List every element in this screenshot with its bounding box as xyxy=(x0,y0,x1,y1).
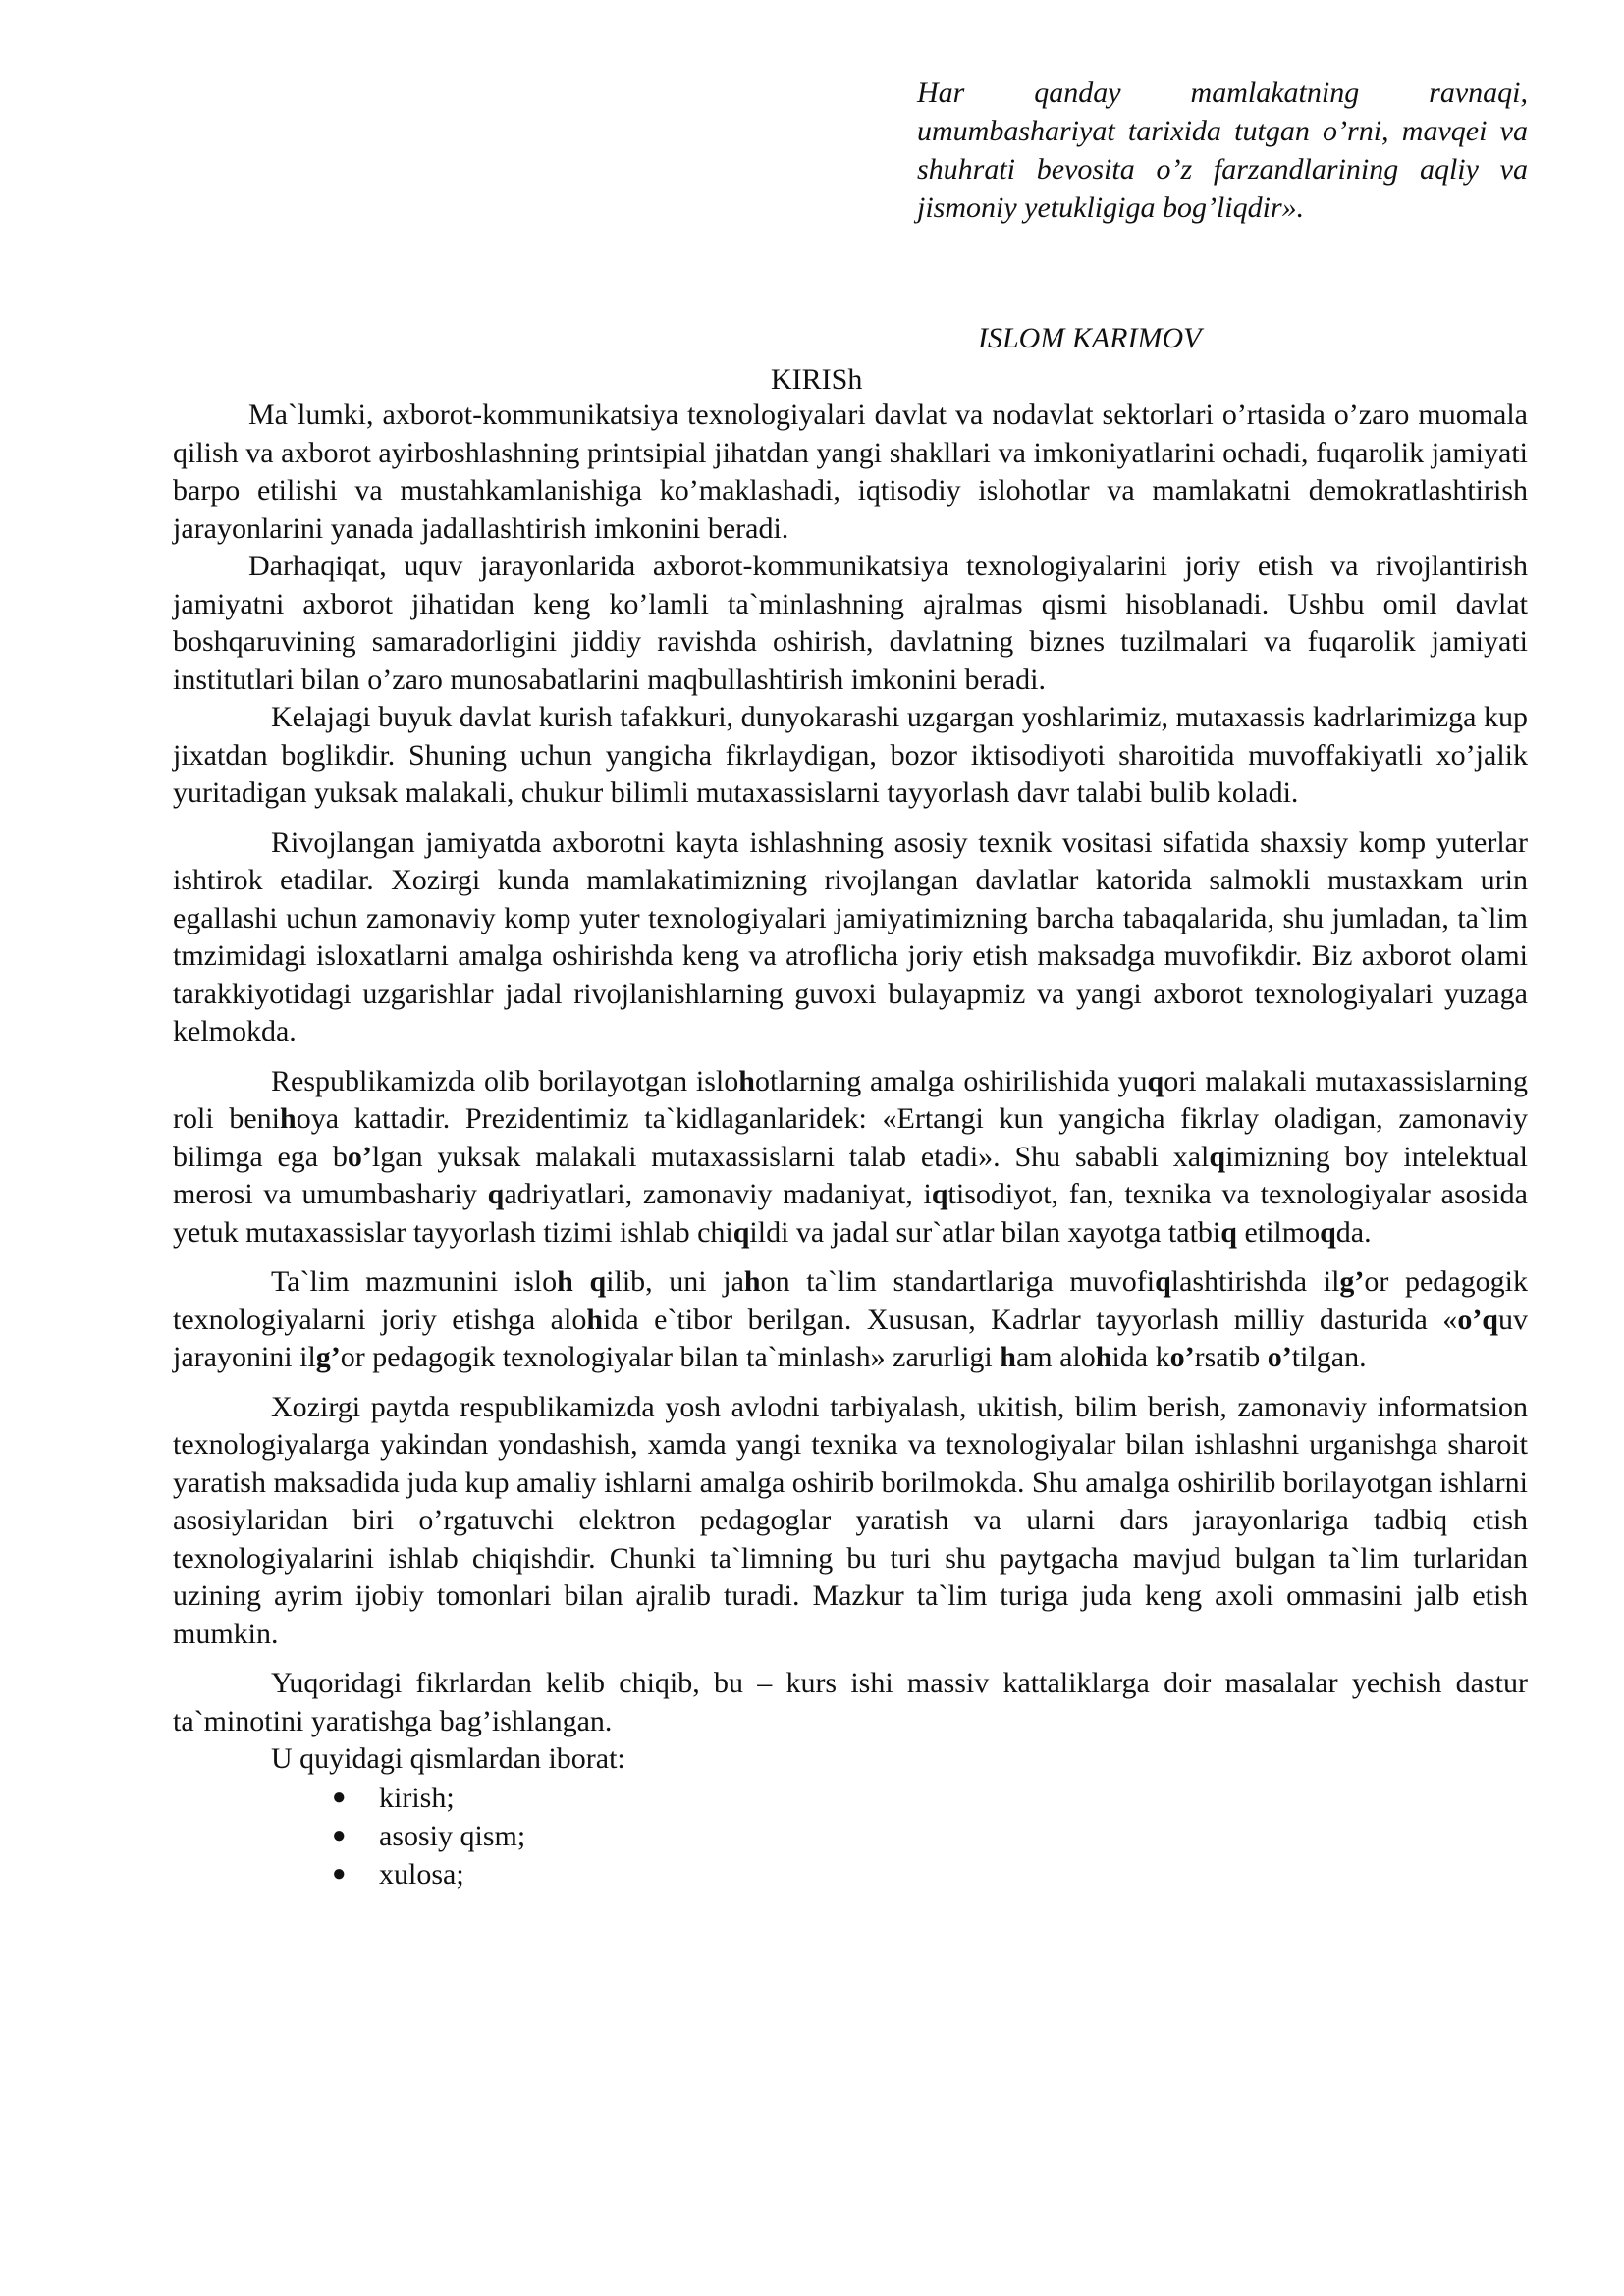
text-fragment: ilib, uni ja xyxy=(606,1265,744,1298)
text-fragment: on ta`lim standartlariga muvofi xyxy=(760,1265,1156,1298)
text-fragment: ida k xyxy=(1111,1341,1170,1373)
list-item xyxy=(332,1779,1528,1817)
bullet-icon: ● xyxy=(332,1784,347,1810)
paragraph-6 xyxy=(173,1263,1528,1377)
bold-fragment: h xyxy=(586,1303,604,1336)
bold-fragment: h xyxy=(743,1265,761,1298)
text-fragment: oya kattadir. Prezidentimiz ta`kidlaganlaridek: «Ertangi kun yangicha fikrlay oladigan, zamonaviy bilimga ega b xyxy=(173,1102,1529,1173)
bullet-icon: ● xyxy=(332,1822,347,1848)
paragraph-1: Ma`lumki, axborot-kommunikatsiya texnologiyalari davlat va nodavlat sektorlari o’rtasida o’zaro muomala qilish va axborot ayirboshlashning printsipial jihatdan yangi shakllari va imkoniyatlarini ochadi, fuqarolik jamiyati barpo etilishi va mustahkamlanishiga ko’maklashadi, iqtisodiy islohotlar va mamlakatni demokratlashtirish jarayonlarini yanada jadallashtirish imkonini beradi. xyxy=(173,399,1528,545)
text-fragment: da. xyxy=(1335,1215,1372,1249)
bullet-icon: ● xyxy=(332,1860,347,1887)
text-fragment: am alo xyxy=(1015,1341,1096,1373)
text-fragment: rsatib xyxy=(1194,1341,1268,1373)
bold-fragment: g’ xyxy=(1339,1265,1365,1298)
list-item xyxy=(332,1855,1528,1894)
text-fragment: adriyatlari, zamonaviy madaniyat, i xyxy=(504,1178,932,1210)
paragraph-5 xyxy=(173,1063,1528,1253)
bold-fragment: q xyxy=(1147,1064,1164,1097)
text-fragment: Respublikamizda olib borilayotgan islo xyxy=(271,1064,739,1097)
text-fragment: uv jarayonini il xyxy=(173,1303,1528,1373)
bold-fragment: o’ xyxy=(1267,1341,1292,1373)
text-fragment: lashtirishda il xyxy=(1170,1265,1340,1298)
text-fragment: or pedagogik texnologiyalarni joriy etishga alo xyxy=(173,1265,1528,1336)
text-fragment: or pedagogik texnologiyalar bilan ta`minlash» zarurligi xyxy=(340,1341,1001,1373)
text-fragment: ori malakali mutaxassislarning roli beni xyxy=(173,1064,1528,1135)
text-fragment: Ta`lim mazmunini islo xyxy=(271,1265,558,1298)
paragraph-4: Rivojlangan jamiyatda axborotni kayta ishlashning asosiy texnik vositasi sifatida shaxsiy komp yuterlar ishtirok etadilar. Xozirgi kunda mamlakatimizning rivojlangan davlatlar katorida salmokli mustaxkam urin egallashi uchun zamonaviy komp yuter texnologiyalari jamiyatimizning barcha tabaqalarida, shu jumladan, ta`lim tmzimidagi isloxatlarni amalga oshirishda keng va atroflicha joriy etish maksadga muvofikdir. Biz axborot olami tarakkiyotidagi uzgarishlar jadal rivojlanishlarning guvoxi bulayapmiz va yangi axborot texnologiyalari yuzaga kelmokda. xyxy=(173,826,1528,1047)
list-item-text: kirish; xyxy=(379,1781,455,1814)
text-fragment xyxy=(573,1265,590,1298)
text-fragment: otlarning amalga oshirilishida yu xyxy=(754,1064,1148,1097)
paragraph-2: Darhaqiqat, uquv jarayonlarida axborot-kommunikatsiya texnologiyalarini joriy etish va rivojlantirish jamiyatni axborot jihatidan keng ko’lamli ta`minlashning ajralmas qismi hisoblanadi. Ushbu omil davlat boshqaruvining samaradorligini jiddiy ravishda oshirish, davlatning biznes tuzilmalari va fuqarolik jamiyati institutlari bilan o’zaro munosabatlarini maqbullashtirish imkonini beradi. xyxy=(173,550,1528,696)
bold-fragment: h xyxy=(1095,1341,1112,1373)
text-fragment: imizning boy intelektual merosi va umumbashariy xyxy=(173,1140,1528,1210)
text-fragment: tisodiyot, fan, texnika va texnologiyalar asosida yetuk mutaxassislar tayyorlash tizimi ishlab chi xyxy=(173,1178,1528,1249)
list-item-text: xulosa; xyxy=(379,1857,464,1891)
bold-fragment: q xyxy=(1155,1265,1171,1298)
bold-fragment: q xyxy=(1220,1215,1237,1249)
bold-fragment: o’ xyxy=(347,1140,372,1173)
bold-fragment: q xyxy=(589,1265,607,1298)
text-fragment: ildi va jadal sur`atlar bilan xayotga tatbi xyxy=(749,1215,1221,1249)
text-fragment: ida e`tibor berilgan. Xususan, Kadrlar tayyorlash milliy dasturida « xyxy=(603,1303,1458,1336)
list-item xyxy=(332,1817,1528,1855)
document-body xyxy=(173,397,1528,1894)
bold-fragment: h xyxy=(280,1102,297,1135)
section-heading: KIRISh xyxy=(771,363,863,396)
text-fragment: lgan yuksak malakali mutaxassislarni talab etadi». Shu sababli xal xyxy=(371,1140,1210,1173)
bold-fragment: h xyxy=(738,1064,755,1097)
paragraph-8: Yuqoridagi fikrlardan kelib chiqib, bu – kurs ishi massiv kattaliklarga doir masalalar yechish dastur ta`minotini yaratishga bag’ishlangan. xyxy=(173,1667,1528,1737)
bold-fragment: q xyxy=(487,1178,505,1210)
list-intro: U quyidagi qismlardan iborat: xyxy=(271,1742,625,1775)
bold-fragment: h xyxy=(557,1265,573,1298)
bold-fragment: o’q xyxy=(1457,1303,1498,1336)
epigraph-author: ISLOM KARIMOV xyxy=(978,322,1202,354)
bold-fragment: q xyxy=(1209,1140,1226,1173)
bold-fragment: q xyxy=(931,1178,948,1210)
paragraph-7: Xozirgi paytda respublikamizda yosh avlodni tarbiyalash, ukitish, bilim berish, zamonaviy informatsion texnologiyalarga yakindan yondashish, xamda yangi texnika va texnologiyalar bilan ishlashni urganishga sharoit yaratish maksadida juda kup amaliy ishlarni amalga oshirib borilmokda. Shu amalga oshirilib borilayotgan ishlarni asosiylaridan biri o’rgatuvchi elektron pedagoglar yaratish va ularni dars jarayonlariga tadbiq etish texnologiyalarini ishlab chiqishdir. Chunki ta`limning bu turi shu paytgacha mavjud bulgan ta`lim turlaridan uzining ayrim ijobiy tomonlari bilan ajralib turadi. Mazkur ta`lim turiga juda keng axoli ommasini jalb etish mumkin. xyxy=(173,1390,1528,1650)
epigraph-quote: Har qanday mamlakatning ravnaqi, umumbashariyat tarixida tutgan o’rni, mavqei va shuhrati bevosita o’z farzandlarining aqliy va jismoniy yetukligiga bog’liqdir». xyxy=(917,77,1528,224)
bullet-list xyxy=(173,1779,1528,1894)
paragraph-3: Kelajagi buyuk davlat kurish tafakkuri, dunyokarashi uzgargan yoshlarimiz, mutaxassis kadrlarimizga kup jixatdan boglikdir. Shuning uchun yangicha fikrlaydigan, bozor iktisodiyoti sharoitida muvoffakiyatli xo’jalik yuritadigan yuksak malakali, chukur bilimli mutaxassislarni tayyorlash davr talabi bulib koladi. xyxy=(173,701,1528,809)
list-item-text: asosiy qism; xyxy=(379,1819,526,1852)
bold-fragment: h xyxy=(1000,1341,1016,1373)
text-fragment: tilgan. xyxy=(1291,1341,1367,1373)
text-fragment: etilmo xyxy=(1236,1215,1321,1249)
bold-fragment: q xyxy=(1320,1215,1336,1249)
bold-fragment: q xyxy=(732,1215,750,1249)
bold-fragment: g’ xyxy=(315,1341,341,1373)
bold-fragment: o’ xyxy=(1169,1341,1195,1373)
